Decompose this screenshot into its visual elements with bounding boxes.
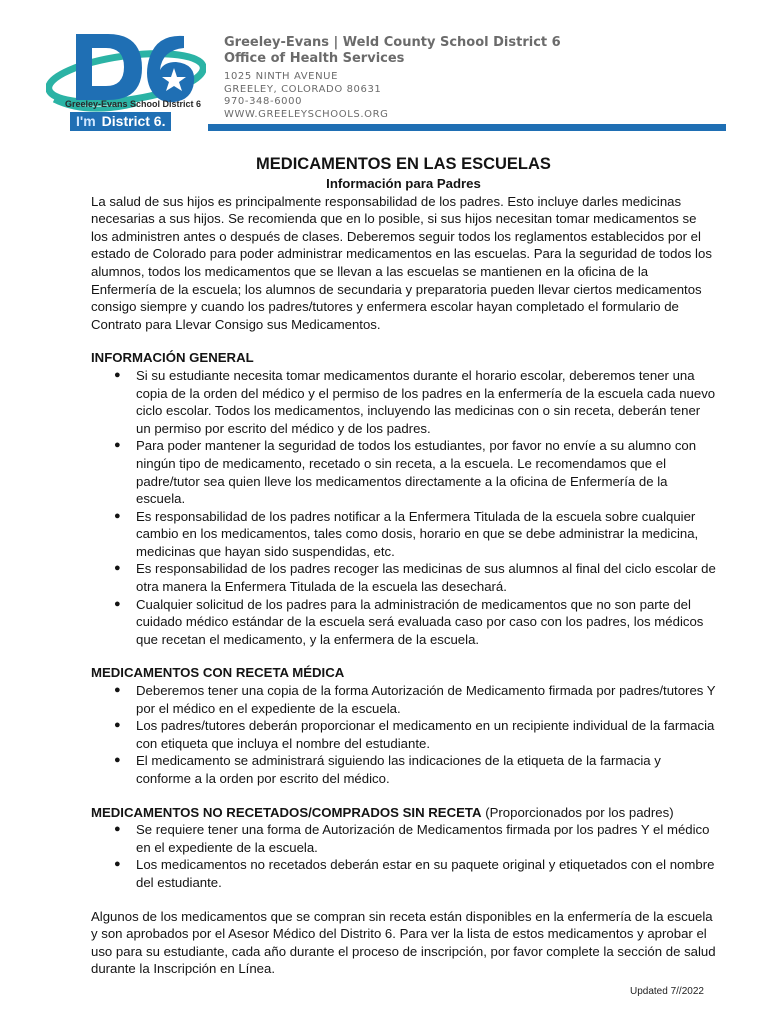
letterhead [224, 35, 561, 121]
tagline-im: I'm [76, 113, 96, 129]
section-list-otc [91, 821, 716, 891]
section-title-text: INFORMACIÓN GENERAL [91, 350, 254, 366]
list-item: ● Los medicamentos no recetados deberán estar en su paquete original y etiquetados con el nombre del estudiante. [136, 856, 716, 891]
updated-date: Updated 7//2022 [630, 986, 704, 997]
list-item: ● Los padres/tutores deberán proporcionar el medicamento en un recipiente individual de la farmacia con etiqueta que incluya el nombre del estudiante. [136, 717, 716, 752]
address-line: 1025 NINTH AVENUE [224, 71, 339, 82]
document-title: MEDICAMENTOS EN LAS ESCUELAS [256, 155, 551, 173]
list-item: ● Cualquier solicitud de los padres para la administración de medicamentos que no son parte del cuidado médico estándar de la escuela será evaluada caso por caso con los padres, los médicos que recetan el medicamento, y la enfermera de la escuela. [136, 596, 716, 649]
document-body [91, 154, 716, 978]
list-item: ● Si su estudiante necesita tomar medicamentos durante el horario escolar, deberemos tener una copia de la orden del médico y el permiso de los padres en la enfermería de la escuela cada nuevo ciclo escolar. Todos los medicamentos, incluyendo las medicinas con o sin receta, deberán tener un permiso por escrito del médico y de los padres. [136, 367, 716, 437]
section-title-otc [91, 804, 716, 822]
list-item: ● Es responsabilidad de los padres notificar a la Enfermera Titulada de la escuela sobre cualquier cambio en los medicamentos, tales como dosis, horario en que se debe administrar la medicina, medicinas que hayan sido suspendidas, etc. [136, 508, 716, 561]
logo-label: Greeley-Evans School District 6 [64, 99, 202, 109]
tagline [70, 112, 171, 131]
list-item: ● Se requiere tener una forma de Autorización de Medicamentos firmada por los padres Y el médico en el expediente de la escuela. [136, 821, 716, 856]
list-item: ● Deberemos tener una copia de la forma Autorización de Medicamento firmada por padres/tutores Y por el médico en el expediente de la escuela. [136, 682, 716, 717]
intro-paragraph: La salud de sus hijos es principalmente responsabilidad de los padres. Esto incluye darles medicinas necesarias a sus hijos. Se recomienda que en lo posible, si sus hijos necesitan tomar medicamentos se los administren antes o después de clases. Deberemos seguir todos los reglamentos establecidos por el estado de Colorado para poder administrar medicamentos en las escuelas. Para la seguridad de todos los alumnos, todos los medicamentos que se llevan a las escuelas se mantienen en la oficina de la Enfermería de la escuela; los alumnos de secundaria y preparatoria pueden llevar ciertos medicamentos consigo siempre y cuando los padres/tutores y enfermera escolar hayan completado el formulario de Contrato para Llevar Consigo sus Medicamentos. [91, 193, 712, 332]
org-name: Greeley-Evans | Weld County School District 6 [224, 35, 561, 50]
website-line: WWW.GREELEYSCHOOLS.ORG [224, 108, 389, 120]
office-name: Office of Health Services [224, 51, 405, 66]
document-subtitle: Información para Padres [326, 176, 481, 191]
address-line: GREELEY, COLORADO 80631 [224, 83, 382, 95]
section-list-prescription [91, 682, 716, 788]
list-item: ● Para poder mantener la seguridad de todos los estudiantes, por favor no envíe a su alumno con ningún tipo de medicamento, recetado o sin receta, a la escuela. Le recomendamos que el padre/tutor sea quien lleve los medicamentos directamente a la oficina de Enfermería de la escuela. [136, 437, 716, 507]
tagline-district: District 6. [101, 113, 166, 129]
section-list-general [91, 367, 716, 649]
section-title-general [91, 349, 716, 367]
section-note: (Proporcionados por los padres) [481, 804, 674, 820]
closing-paragraph: Algunos de los medicamentos que se compran sin receta están disponibles en la enfermería de la escuela y son aprobados por el Asesor Médico del Distrito 6. Para ver la lista de estos medicamentos y aprobar el uso para su estudiante, cada año durante el proceso de inscripción, por favor complete la sección de salud durante la Inscripción en Línea. [91, 908, 716, 977]
section-title-prescription [91, 664, 716, 682]
header-rule [208, 124, 726, 131]
section-title-text: MEDICAMENTOS CON RECETA MÉDICA [91, 665, 345, 681]
list-item: ● Es responsabilidad de los padres recoger las medicinas de sus alumnos al final del ciclo escolar de otra manera la Enfermera Titulada de la escuela las desechará. [136, 560, 716, 595]
list-item: ● El medicamento se administrará siguiendo las indicaciones de la etiqueta de la farmacia y conforme a la orden por escrito del médico. [136, 752, 716, 787]
phone-line: 970-348-6000 [224, 96, 303, 107]
section-title-text: MEDICAMENTOS NO RECETADOS/COMPRADOS SIN RECETA [91, 804, 482, 820]
